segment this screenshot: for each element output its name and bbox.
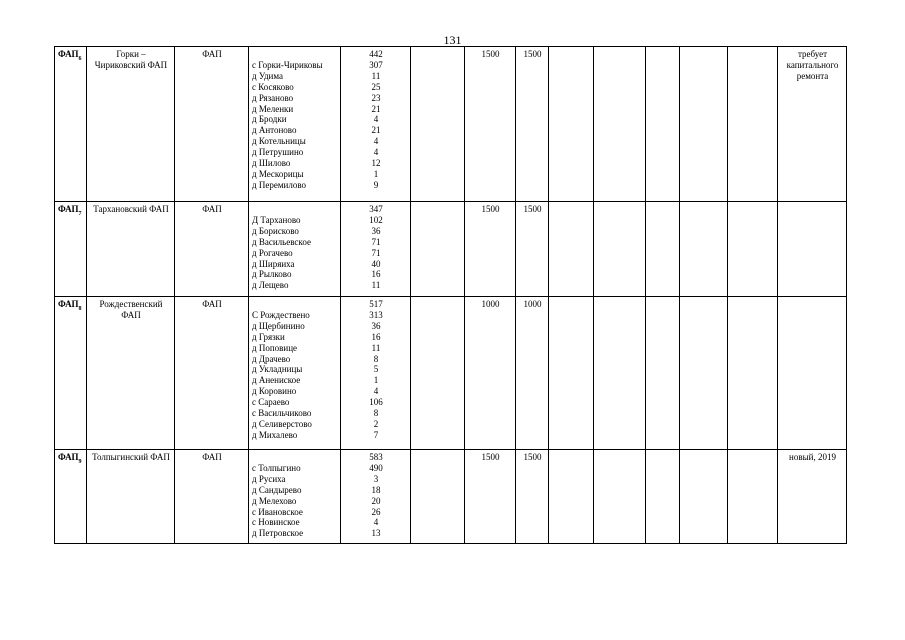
locality-name: д Михалево [252,429,298,440]
locality-name: д Петрушино [252,147,304,158]
facility-code: ФАП [58,452,79,462]
empty-cell [594,450,646,544]
table-row [55,450,847,544]
empty-cell [728,202,778,297]
facility-type-cell [175,297,249,450]
value-a: 1500 [481,49,500,59]
empty-cell [411,450,465,544]
locality-name: д Драчево [252,353,291,364]
locality-population: 9 [373,179,379,190]
locality-name: с Новинское [252,517,300,528]
locality-population: 71 [371,247,381,258]
note-cell [778,450,847,544]
empty-cell [411,47,465,202]
population-total: 517 [369,299,383,309]
locality-population: 106 [369,397,383,408]
locality-name: д Рогачево [252,247,293,258]
localities-cell [249,202,341,297]
locality-population: 4 [373,136,379,147]
value-a-cell [465,202,516,297]
empty-cell [549,450,594,544]
locality-population: 16 [371,269,381,280]
localities-spacer [252,49,338,60]
facility-type: ФАП [202,452,222,462]
value-b: 1000 [523,299,542,309]
population-cell [341,297,411,450]
locality-name: д Грязки [252,331,285,342]
locality-name: д Анениское [252,375,301,386]
locality-name: д Поповице [252,342,298,353]
empty-cell [728,297,778,450]
locality-name: д Щербинино [252,320,305,331]
localities-spacer [252,299,338,310]
facility-code: ФАП [58,204,79,214]
empty-cell [646,450,680,544]
locality-population: 11 [371,342,381,353]
facility-name-cell [87,297,175,450]
locality-population: 13 [371,528,381,539]
empty-cell [680,202,728,297]
facility-code-index: 8 [78,305,82,312]
locality-name: д Укладницы [252,364,303,375]
note-cell [778,202,847,297]
locality-name: д Удима [252,70,283,81]
facility-code-index: 6 [78,55,82,62]
facility-code-index: 7 [78,210,82,217]
locality-population: 4 [373,147,379,158]
locality-name: д Селиверстово [252,418,312,429]
locality-population: 21 [371,103,381,114]
value-b-cell [516,450,549,544]
empty-cell [549,202,594,297]
facility-type-cell [175,202,249,297]
locality-name: с Толпыгино [252,462,301,473]
empty-cell [594,297,646,450]
value-a-cell [465,297,516,450]
facility-note: требует капитального ремонта [786,49,839,81]
locality-population: 20 [371,495,381,506]
value-a: 1500 [481,452,500,462]
locality-name: д Сандырево [252,484,302,495]
locality-population: 11 [371,280,381,291]
locality-name: с Косяково [252,81,294,92]
facility-type: ФАП [202,204,222,214]
facility-register-table [54,46,847,544]
localities-cell [249,450,341,544]
locality-name: д Петровское [252,528,304,539]
locality-name: д Ширяиха [252,258,295,269]
facility-code: ФАП [58,299,79,309]
population-total: 442 [369,49,383,59]
locality-population: 1 [373,375,379,386]
locality-name: д Лещево [252,280,289,291]
facility-name-cell [87,47,175,202]
empty-cell [646,297,680,450]
value-b: 1500 [523,452,542,462]
page-number: 131 [443,33,462,47]
localities-cell [249,297,341,450]
localities-spacer [252,452,338,463]
value-a: 1500 [481,204,500,214]
note-cell [778,47,847,202]
locality-population: 36 [371,225,381,236]
population-total: 347 [369,204,383,214]
facility-code-index: 9 [78,458,82,465]
empty-cell [549,297,594,450]
locality-population: 18 [371,484,381,495]
locality-name: д Русиха [252,473,286,484]
locality-name: д Перемилово [252,179,307,190]
locality-population: 1 [373,168,379,179]
locality-name: д Борисково [252,225,299,236]
locality-population: 21 [371,125,381,136]
value-b-cell [516,297,549,450]
locality-population: 4 [373,386,379,397]
locality-population: 8 [373,408,379,419]
empty-cell [549,47,594,202]
locality-name: д Рязаново [252,92,294,103]
table-row [55,297,847,450]
empty-cell [680,297,728,450]
facility-name-cell [87,450,175,544]
population-cell [341,47,411,202]
locality-population: 25 [371,81,381,92]
locality-population: 102 [369,214,383,225]
value-b: 1500 [523,49,542,59]
empty-cell [594,47,646,202]
locality-population: 490 [369,462,383,473]
empty-cell [646,47,680,202]
locality-name: Д Тарханово [252,214,301,225]
locality-population: 4 [373,517,379,528]
localities-cell [249,47,341,202]
locality-name: д Котельницы [252,136,306,147]
locality-name: д Коровино [252,386,297,397]
locality-population: 2 [373,418,379,429]
locality-population: 7 [373,429,379,440]
value-a: 1000 [481,299,500,309]
locality-name: с Горки-Чириковы [252,59,323,70]
value-b: 1500 [523,204,542,214]
localities-spacer [252,204,338,215]
locality-population: 16 [371,331,381,342]
table-row [55,47,847,202]
population-cell [341,450,411,544]
facility-code-cell [55,47,87,202]
note-cell [778,297,847,450]
facility-name: Рождественский ФАП [99,299,163,320]
locality-population: 307 [369,59,383,70]
facility-code-cell [55,202,87,297]
facility-code: ФАП [58,49,79,59]
empty-cell [411,202,465,297]
locality-name: д Мескорицы [252,168,304,179]
empty-cell [680,450,728,544]
locality-name: с Сараево [252,397,290,408]
locality-name: д Меленки [252,103,294,114]
empty-cell [646,202,680,297]
locality-name: С Рождествено [252,309,310,320]
locality-population: 26 [371,506,381,517]
facility-name-cell [87,202,175,297]
locality-population: 4 [373,114,379,125]
empty-cell [594,202,646,297]
locality-population: 12 [371,158,381,169]
locality-name: д Антоново [252,125,297,136]
facility-name: Тархановский ФАП [93,204,169,214]
facility-type: ФАП [202,49,222,59]
table-row [55,202,847,297]
facility-type-cell [175,450,249,544]
locality-population: 36 [371,320,381,331]
population-total: 583 [369,452,383,462]
value-b-cell [516,47,549,202]
empty-cell [728,47,778,202]
locality-population: 23 [371,92,381,103]
locality-name: с Ивановское [252,506,303,517]
locality-name: д Васильевское [252,236,311,247]
locality-name: с Васильчиково [252,408,312,419]
locality-population: 5 [373,364,379,375]
value-a-cell [465,450,516,544]
population-cell [341,202,411,297]
facility-name: Толпыгинский ФАП [92,452,170,462]
value-b-cell [516,202,549,297]
locality-name: д Рылково [252,269,292,280]
locality-population: 71 [371,236,381,247]
empty-cell [728,450,778,544]
facility-code-cell [55,297,87,450]
locality-population: 40 [371,258,381,269]
facility-type: ФАП [202,299,222,309]
locality-name: д Шилово [252,158,291,169]
locality-population: 8 [373,353,379,364]
locality-name: д Мелехово [252,495,297,506]
locality-name: д Бродки [252,114,287,125]
locality-population: 11 [371,70,381,81]
empty-cell [411,297,465,450]
locality-population: 313 [369,309,383,320]
locality-population: 3 [373,473,379,484]
facility-code-cell [55,450,87,544]
value-a-cell [465,47,516,202]
facility-type-cell [175,47,249,202]
empty-cell [680,47,728,202]
facility-note: новый, 2019 [789,452,836,462]
facility-name: Горки – Чириковский ФАП [94,49,168,70]
